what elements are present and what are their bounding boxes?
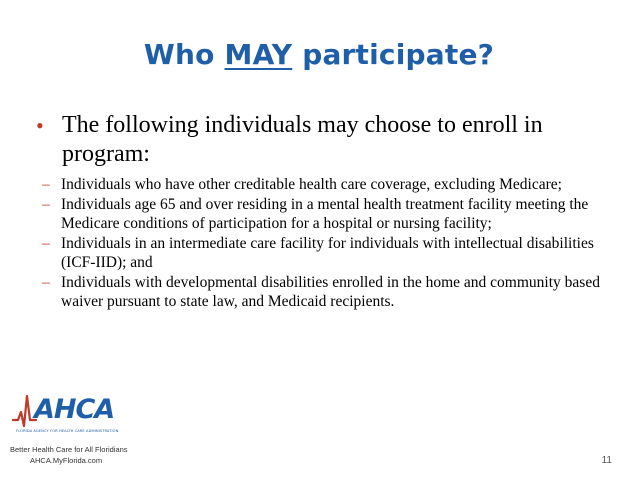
page-number: 11 bbox=[601, 455, 612, 466]
dash-icon: – bbox=[42, 235, 50, 252]
main-bullet-text: The following individuals may choose to enroll in program: bbox=[62, 112, 543, 167]
sub-bullet-item bbox=[36, 195, 606, 233]
ahca-logo bbox=[8, 390, 138, 470]
slide-content bbox=[36, 111, 606, 312]
title-prefix: Who bbox=[143, 38, 225, 71]
sub-bullet-item bbox=[36, 234, 606, 272]
footer-tagline: Better Health Care for All Floridians bbox=[10, 445, 128, 454]
main-bullet bbox=[36, 111, 606, 169]
sub-bullet-item bbox=[36, 175, 606, 194]
dash-icon: – bbox=[42, 196, 50, 213]
sub-bullet-text: Individuals in an intermediate care facility for individuals with intellectual disabilities (ICF-IID); and bbox=[61, 235, 594, 271]
title-emphasis: MAY bbox=[224, 38, 293, 71]
title-suffix: participate? bbox=[292, 38, 495, 71]
logo-agency-text: FLORIDA AGENCY FOR HEALTH CARE ADMINISTRATION bbox=[16, 429, 119, 433]
slide-title bbox=[0, 38, 638, 71]
bullet-icon: • bbox=[36, 113, 44, 138]
dash-icon: – bbox=[42, 274, 50, 291]
dash-icon: – bbox=[42, 176, 50, 193]
sub-bullet-list bbox=[36, 175, 606, 311]
sub-bullet-text: Individuals who have other creditable health care coverage, excluding Medicare; bbox=[61, 176, 562, 193]
sub-bullet-item bbox=[36, 273, 606, 311]
sub-bullet-text: Individuals age 65 and over residing in a mental health treatment facility meeting the Medicare conditions of participation for a hospital or nursing facility; bbox=[61, 196, 589, 232]
logo-wordmark: AHCA bbox=[34, 394, 115, 425]
footer-website: AHCA.MyFlorida.com bbox=[30, 456, 103, 465]
sub-bullet-text: Individuals with developmental disabilities enrolled in the home and community based waiver pursuant to state law, and Medicaid recipients. bbox=[61, 274, 600, 310]
